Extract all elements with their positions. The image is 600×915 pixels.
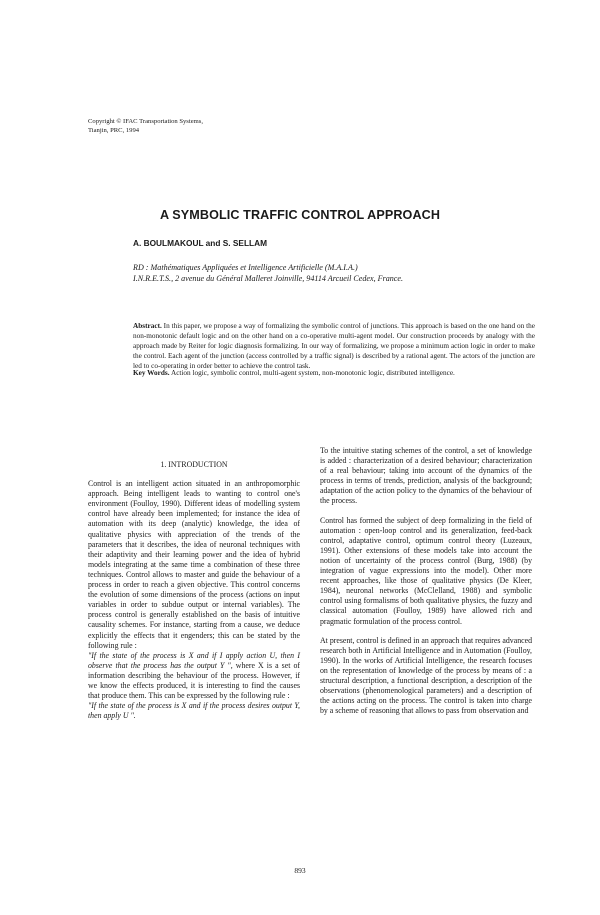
paper-title: A SYMBOLIC TRAFFIC CONTROL APPROACH xyxy=(159,208,441,222)
right-column xyxy=(320,446,532,716)
copyright-notice xyxy=(88,118,203,135)
rule-quote-1: "If the state of the process is X and if I apply action U, then I observe that the process has the output Y " xyxy=(88,650,300,670)
affiliation-line-2: I.N.R.E.T.S., 2 avenue du Général Malleret Joinville, 94114 Arcueil Cedex, France. xyxy=(133,274,404,283)
abstract xyxy=(133,322,535,372)
right-paragraph-2: Control has formed the subject of deep formalizing in the field of automation : open-loop control and its generalization, feed-back control, adaptative control, optimum control theory (Luzeaux, 1991). Other extensions of these models take into account the notion of uncertainty of the process control (Burg, 1988) (by integration of vague expressions into the model). Other more recent approaches, like those of qualitative physics (De Kleer, 1984), neuronal networks (McClelland, 1988) and symbolic control using formalisms of both qualitative physics, the fuzzy and classical automation (Foulloy, 1989) have allowed rich and pragmatic formulation of the process control. xyxy=(320,515,532,626)
affiliation xyxy=(133,262,403,284)
section-heading-introduction: 1. INTRODUCTION xyxy=(160,460,228,469)
copyright-line-1: Copyright © IFAC Transportation Systems, xyxy=(88,118,203,125)
paper-authors: A. BOULMAKOUL and S. SELLAM xyxy=(133,238,267,248)
keywords-text: Action logic, symbolic control, multi-agent system, non-monotonic logic, distributed intelligence. xyxy=(170,369,455,377)
abstract-text: In this paper, we propose a way of formalizing the symbolic control of junctions. This approach is based on the one hand on the non-monotonic default logic and on the other hand on a co-operative multi-agent model. Our construction proceeds by analogy with the approach made by Reiter for logic diagnosis formalizing. In our way of formalizing, we propose a minimum action logic in order to make the control. Each agent of the junction (access controlled by a traffic signal) is described by a rational agent. The actors of the junction are led to co-operating in order better to achieve the control task. xyxy=(133,322,536,370)
abstract-label: Abstract. xyxy=(133,322,162,330)
keywords xyxy=(133,369,543,379)
keywords-label: Key Words. xyxy=(133,369,170,377)
copyright-line-2: Tianjin, PRC, 1994 xyxy=(88,126,140,134)
affiliation-line-1: RD : Mathématiques Appliquées et Intelligence Artificielle (M.A.I.A.) xyxy=(133,263,358,272)
intro-paragraph-1-text: Control is an intelligent action situated in an anthropomorphic approach. Being intelligent leads to wanting to control one's environment (Foulloy, 1990). Different ideas of modelling system control have already been implemented; for instance the idea of automation with its deep (analytic) knowledge, the idea of qualitative physics with appreciation of the trends of the parameters that it describes, the idea of neuronal techniques with their adaptivity and their learning power and the idea of hybrid models integrating at the same time a combination of these three techniques. Control allows to master and guide the behaviour of a process in order to reach a given objective. This control concerns the evolution of some dimensions of the process (actions on input variables in order to subdue output or internal variables). The process control is generally established on the basis of intuitive causality schemes. For instance, starting from a cause, we deduce explicitly the effects that it engenders; this can be stated by the following rule : xyxy=(88,479,300,650)
intro-paragraph-1 xyxy=(88,479,300,721)
intro-paragraph-2-text: , where X is a set of information describing the behaviour of the process. However, if we know the effects produced, it is interesting to find the causes that produce them. This can be expressed by the following rule : xyxy=(88,660,300,701)
right-paragraph-3: At present, control is defined in an approach that requires advanced research both in Artificial Intelligence and in Automation (Foulloy, 1990). In the works of Artificial Intelligence, the research focuses on the representation of knowledge of the process by means of : a structural description, a functional description, a description of the observations (phenomenological parameters) and a description of the actions acting on the process. The control is taken into charge by a scheme of reasoning that allows to pass from observation and xyxy=(320,635,532,716)
right-paragraph-1: To the intuitive stating schemes of the control, a set of knowledge is added : characterization of a desired behaviour; characterization of a real behaviour; taking into account of the dynamics of the process in terms of trends, prediction, analysis of the background; adaptation of the action policy to the dynamics of the behaviour of the process. xyxy=(320,446,532,506)
rule-quote-2: "If the state of the process is X and if the process desires output Y, then apply U ". xyxy=(88,701,300,721)
page-number: 893 xyxy=(294,866,306,875)
left-column xyxy=(88,460,300,730)
